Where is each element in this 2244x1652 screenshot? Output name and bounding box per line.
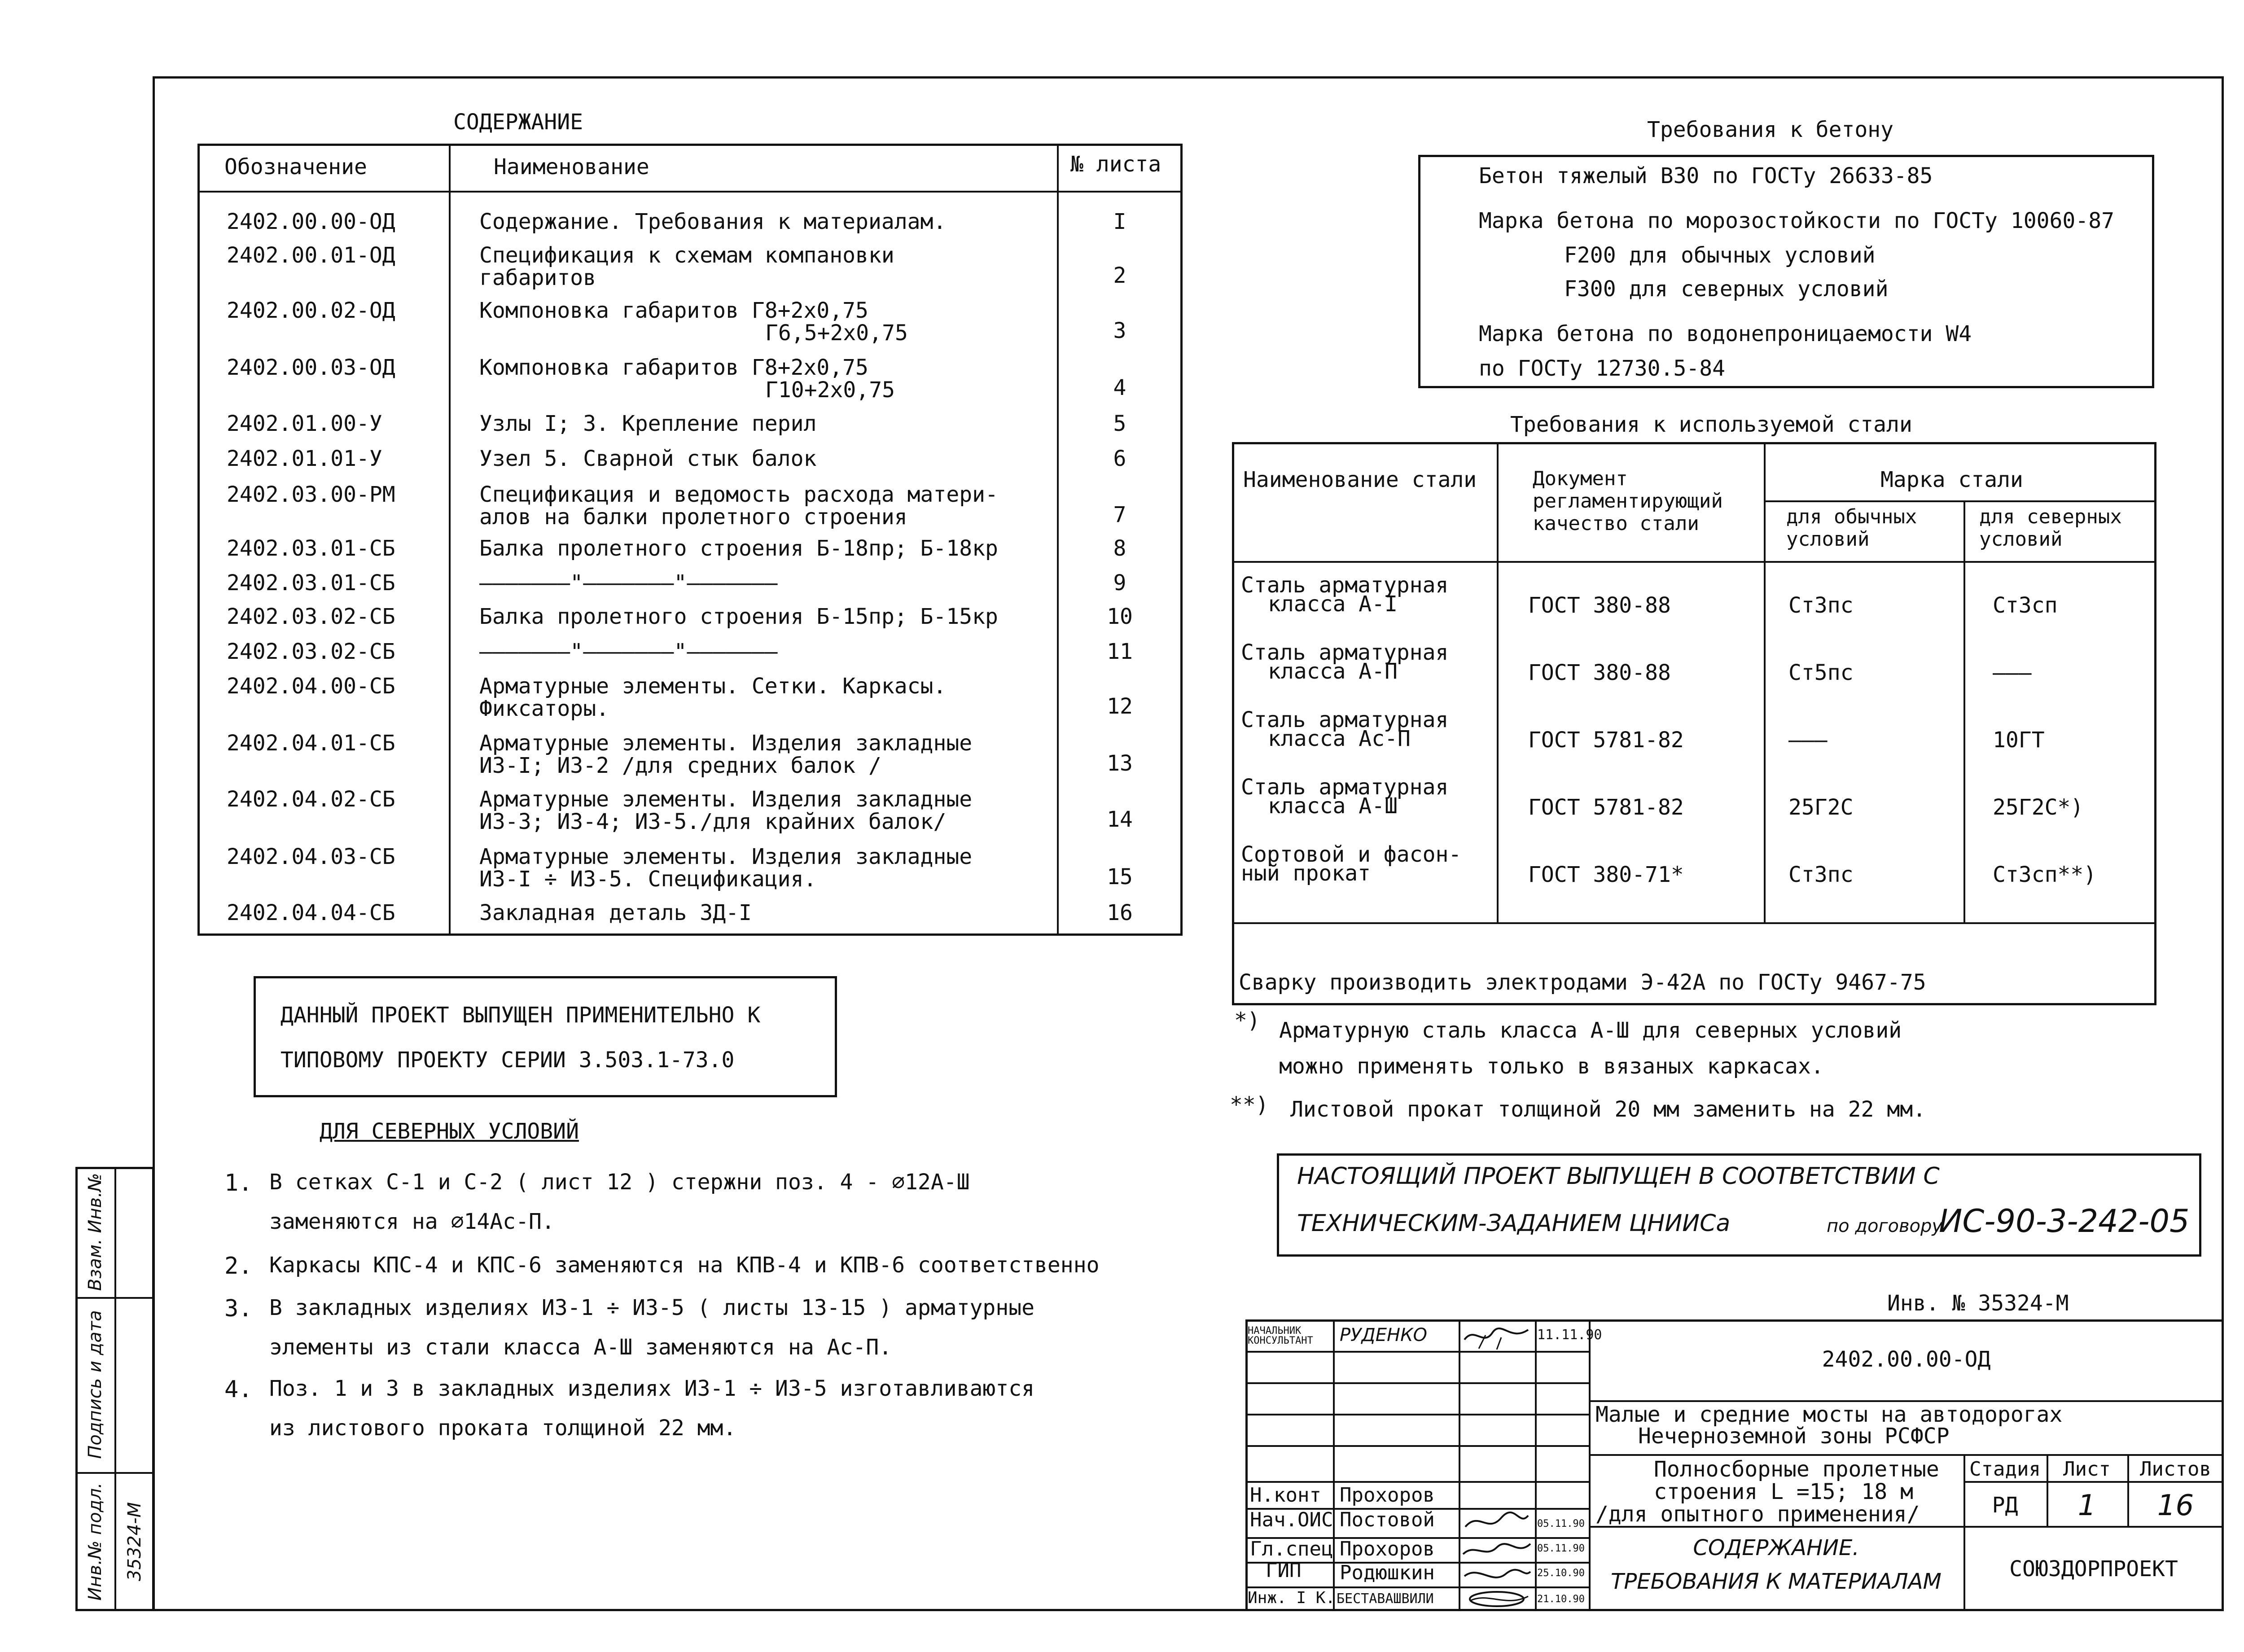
steel-row-name: Сталь арматурная (1241, 707, 1449, 732)
concrete-line-3: F300 для северных условий (1564, 276, 1889, 302)
contents-row-code: 2402.00.01-ОД (227, 243, 395, 268)
contents-row-code: 2402.01.01-У (227, 446, 382, 471)
contents-row-code: 2402.03.02-СБ (227, 604, 395, 629)
person-date-6: 05.11.90 (1537, 1543, 1585, 1554)
signature-prokhorov (1461, 1538, 1533, 1563)
contents-header-designation: Обозначение (224, 154, 367, 180)
steel-row-normal: Ст3пс (1788, 862, 1854, 887)
contents-row-code: 2402.01.00-У (227, 411, 382, 436)
contents-row-name: ИЗ-I ÷ ИЗ-5. Спецификация. (479, 867, 817, 892)
northern-item-num: 1. (224, 1170, 253, 1196)
side-inv-number: 35324-М (124, 1502, 145, 1582)
steel-header-grade: Марка стали (1880, 467, 2023, 492)
contents-row-code: 2402.04.02-СБ (227, 787, 395, 812)
steel-row-doc: ГОСТ 380-88 (1528, 593, 1671, 618)
concrete-line-1: Марка бетона по морозостойкости по ГОСТу 10060-87 (1479, 208, 2115, 233)
contents-row-sheet: 10 (1107, 604, 1133, 629)
title-block-sheet-label: Лист (2063, 1458, 2111, 1481)
steel-header-normal-1: условий (1786, 528, 1870, 551)
contents-row-name: Компоновка габаритов Г8+2х0,75 (479, 298, 868, 323)
person-name-4: Прохоров (1340, 1484, 1435, 1507)
steel-row-name: класса А-I (1268, 592, 1398, 617)
contents-row-name: алов на балки пролетного строения (479, 504, 907, 530)
handwritten-note-line2a: ТЕХНИЧЕСКИМ-ЗАДАНИЕМ ЦНИИСа (1297, 1210, 1731, 1237)
person-date-0: 11.11.90 (1537, 1327, 1602, 1343)
concrete-line-4: Марка бетона по водонепроницаемости W4 (1479, 321, 1972, 346)
northern-item-num: 4. (224, 1376, 253, 1403)
steel-row-doc: ГОСТ 380-88 (1528, 660, 1671, 685)
contents-row-sheet: I (1113, 209, 1126, 234)
steel-header-doc-0: Документ (1533, 467, 1628, 490)
signature-postovoy (1461, 1509, 1533, 1536)
steel-row-name: класса А-Ш (1268, 793, 1398, 819)
concrete-title: Требования к бетону (1647, 117, 1894, 142)
contents-row-name: Фиксаторы. (479, 696, 609, 721)
steel-header-north-1: условий (1979, 528, 2063, 551)
steel-note-1-line2: можно применять только в вязаных каркасах. (1279, 1054, 1824, 1079)
contents-row-code: 2402.03.01-СБ (227, 570, 395, 596)
steel-row-name: Сталь арматурная (1241, 775, 1449, 800)
contents-title: СОДЕРЖАНИЕ (453, 110, 583, 135)
title-block-sheet-title-1: ТРЕБОВАНИЯ К МАТЕРИАЛАМ (1611, 1569, 1942, 1594)
contents-row-sheet: 14 (1107, 807, 1133, 832)
contents-row-sheet: 16 (1107, 900, 1133, 925)
person-name-6: Прохоров (1340, 1538, 1435, 1560)
steel-row-name: Сталь арматурная (1241, 573, 1449, 598)
contents-row-sheet: 2 (1113, 263, 1126, 288)
handwritten-note-line1: НАСТОЯЩИЙ ПРОЕКТ ВЫПУЩЕН В СООТВЕТСТВИИ С (1297, 1163, 1940, 1190)
concrete-line-5: по ГОСТу 12730.5-84 (1479, 356, 1726, 381)
contents-row-name: Г10+2х0,75 (765, 377, 895, 403)
title-block-structure-1: строения L =15; 18 м (1654, 1479, 1913, 1504)
steel-row-name: класса Ас-П (1268, 726, 1411, 751)
steel-row-normal: 25Г2С (1788, 795, 1854, 820)
contents-row-code: 2402.03.00-РМ (227, 482, 395, 507)
person-role-6: Гл.спец (1250, 1538, 1333, 1560)
person-name-0: РУДЕНКО (1340, 1325, 1427, 1345)
contents-row-name: Г6,5+2х0,75 (765, 320, 908, 346)
side-label-inv-orig: Инв.№ подл. (85, 1482, 105, 1601)
title-block-sheets-label: Листов (2140, 1458, 2211, 1481)
steel-row-north: Ст3сп**) (1993, 862, 2097, 887)
steel-row-name: Сталь арматурная (1241, 640, 1449, 665)
steel-row-normal: Ст5пс (1788, 660, 1854, 685)
contents-row-code: 2402.03.02-СБ (227, 639, 395, 664)
contents-row-name: Спецификация и ведомость расхода матери- (479, 482, 998, 507)
contents-row-name: Арматурные элементы. Сетки. Каркасы. (479, 674, 947, 699)
steel-row-name: Сортовой и фасон- (1241, 842, 1462, 867)
steel-header-normal-0: для обычных (1786, 505, 1917, 528)
steel-header-doc-1: регламентирующий (1533, 490, 1723, 513)
project-note-box (254, 976, 837, 1097)
contents-row-name: Спецификация к схемам компановки (479, 243, 894, 268)
contents-row-sheet: 4 (1113, 375, 1126, 400)
steel-row-doc: ГОСТ 5781-82 (1528, 727, 1684, 753)
steel-header-north-0: для северных (1979, 505, 2122, 528)
inv-number: Инв. № 35324-М (1887, 1291, 2069, 1316)
project-note-line1: ДАННЫЙ ПРОЕКТ ВЫПУЩЕН ПРИМЕНИТЕЛЬНО К (280, 1003, 761, 1028)
concrete-box (1418, 155, 2154, 388)
northern-item-line: из листового проката толщиной 22 мм. (269, 1415, 736, 1441)
steel-row-doc: ГОСТ 5781-82 (1528, 795, 1684, 820)
steel-note-2-mark: **) (1230, 1092, 1269, 1117)
contents-header-name: Наименование (494, 154, 649, 180)
contents-row-name: ИЗ-3; ИЗ-4; ИЗ-5./для крайних балок/ (479, 809, 947, 834)
title-block-code: 2402.00.00-ОД (1822, 1347, 1991, 1372)
northern-item-line: Каркасы КПС-4 и КПС-6 заменяются на КПВ-4 и КПВ-6 соответственно (269, 1253, 1100, 1278)
contents-row-code: 2402.04.04-СБ (227, 900, 395, 925)
steel-row-north: Ст3сп (1993, 593, 2058, 618)
title-block-structure-2: /для опытного применения/ (1595, 1502, 1920, 1527)
contents-row-name: габаритов (479, 265, 596, 290)
steel-row-north: 25Г2С*) (1993, 795, 2084, 820)
signature-rodyushkin (1461, 1563, 1533, 1587)
contents-row-name: Узел 5. Сварной стык балок (479, 446, 817, 471)
northern-item-line: В сетках С-1 и С-2 ( лист 12 ) стержни поз. 4 - ∅12А-Ш (269, 1170, 970, 1195)
concrete-line-0: Бетон тяжелый В30 по ГОСТу 26633-85 (1479, 163, 1933, 188)
northern-item-line: элементы из стали класса А-Ш заменяются на Ас-П. (269, 1335, 892, 1360)
contents-row-name: Балка пролетного строения Б-15пр; Б-15кр (479, 604, 998, 629)
contents-row-name: Закладная деталь ЗД-I (479, 900, 752, 925)
contents-row-name: Арматурные элементы. Изделия закладные (479, 844, 973, 869)
title-block-stage-label: Стадия (1969, 1458, 2041, 1481)
signature-bestavashvili (1461, 1587, 1533, 1611)
person-date-5: 05.11.90 (1537, 1518, 1585, 1529)
contents-row-code: 2402.04.00-СБ (227, 674, 395, 699)
concrete-line-2: F200 для обычных условий (1564, 243, 1876, 268)
steel-note-1-line1: Арматурную сталь класса А-Ш для северных условий (1279, 1018, 1902, 1043)
person-role-7: ГИП (1266, 1559, 1302, 1582)
northern-item-line: Поз. 1 и 3 в закладных изделиях ИЗ-1 ÷ ИЗ-5 изготавливаются (269, 1376, 1035, 1401)
northern-item-line: В закладных изделиях ИЗ-1 ÷ ИЗ-5 ( листы 13-15 ) арматурные (269, 1295, 1035, 1320)
person-name-5: Постовой (1340, 1508, 1435, 1531)
steel-welding: Сварку производить электродами Э-42А по ГОСТу 9467-75 (1239, 970, 1926, 995)
contents-header-sheet: № листа (1070, 152, 1161, 177)
contents-row-name: Балка пролетного строения Б-18пр; Б-18кр (479, 536, 998, 561)
steel-row-doc: ГОСТ 380-71* (1528, 862, 1684, 887)
side-label-sign-date: Подпись и дата (85, 1310, 105, 1459)
contents-row-sheet: 13 (1107, 751, 1133, 776)
contents-row-code: 2402.04.03-СБ (227, 844, 395, 869)
person-name-8: БЕСТАВАШВИЛИ (1337, 1591, 1434, 1607)
contents-row-sheet: 3 (1113, 318, 1126, 343)
steel-title: Требования к используемой стали (1510, 412, 1912, 437)
steel-row-name: ный прокат (1241, 861, 1371, 886)
person-role-5: Нач.ОИС (1250, 1508, 1333, 1531)
steel-row-north: 10ГТ (1993, 727, 2045, 753)
contents-row-code: 2402.03.01-СБ (227, 536, 395, 561)
steel-row-normal: Ст3пс (1788, 593, 1854, 618)
title-block-sheets: 16 (2157, 1489, 2194, 1522)
title-block-stage: РД (1992, 1493, 2018, 1518)
contents-row-code: 2402.00.02-ОД (227, 298, 395, 323)
contents-row-name: Арматурные элементы. Изделия закладные (479, 731, 973, 756)
northern-item-line: заменяются на ∅14Ас-П. (269, 1209, 555, 1234)
northern-item-num: 3. (224, 1295, 253, 1322)
steel-row-north: ——— (1993, 660, 2032, 685)
person-name-7: Родюшкин (1340, 1561, 1435, 1584)
contents-row-sheet: 12 (1107, 694, 1133, 719)
project-note-line2: ТИПОВОМУ ПРОЕКТУ СЕРИИ 3.503.1-73.0 (280, 1047, 735, 1073)
contents-row-sheet: 9 (1113, 570, 1126, 596)
person-role-4: Н.конт (1250, 1484, 1321, 1507)
contents-row-sheet: 8 (1113, 536, 1126, 561)
title-block-sheet-title-0: СОДЕРЖАНИЕ. (1693, 1535, 1859, 1560)
contents-row-sheet: 15 (1107, 864, 1133, 890)
signature-rudenko (1461, 1322, 1533, 1353)
steel-note-2-line1: Листовой прокат толщиной 20 мм заменить на 22 мм. (1290, 1097, 1926, 1122)
contents-row-sheet: 6 (1113, 446, 1126, 471)
contents-row-code: 2402.00.03-ОД (227, 355, 395, 380)
steel-row-normal: ——— (1788, 727, 1828, 753)
contents-row-name: Узлы I; 3. Крепление перил (479, 411, 817, 436)
steel-header-name: Наименование стали (1243, 467, 1477, 492)
handwritten-note-line2c: ИС-90-3-242-05 (1939, 1203, 2190, 1240)
title-block-project-0: Малые и средние мосты на автодорогах (1595, 1402, 2063, 1427)
contents-row-code: 2402.00.00-ОД (227, 209, 395, 234)
contents-row-name: Содержание. Требования к материалам. (479, 209, 947, 234)
person-role-0: НАЧАЛЬНИК КОНСУЛЬТАНТ (1248, 1325, 1313, 1346)
person-role-8: Инж. I К. (1248, 1589, 1336, 1607)
contents-row-sheet: 7 (1113, 502, 1126, 527)
contents-row-sheet: 11 (1107, 639, 1133, 664)
person-date-7: 25.10.90 (1537, 1568, 1585, 1579)
contents-row-name: Компоновка габаритов Г8+2х0,75 (479, 355, 868, 380)
contents-row-sheet: 5 (1113, 411, 1126, 436)
person-date-8: 21.10.90 (1537, 1594, 1585, 1605)
contents-row-name: ИЗ-I; ИЗ-2 /для средних балок / (479, 753, 881, 778)
handwritten-note-line2b: по договору (1827, 1216, 1943, 1236)
contents-row-code: 2402.04.01-СБ (227, 731, 395, 756)
steel-row-name: класса А-П (1268, 659, 1398, 684)
title-block-org: СОЮЗДОРПРОЕКТ (2009, 1556, 2178, 1582)
title-block-structure-0: Полносборные пролетные (1654, 1457, 1939, 1482)
title-block-sheet: 1 (2077, 1489, 2096, 1522)
northern-title: ДЛЯ СЕВЕРНЫХ УСЛОВИЙ (320, 1119, 579, 1144)
contents-row-name: Арматурные элементы. Изделия закладные (479, 787, 973, 812)
northern-item-num: 2. (224, 1253, 253, 1280)
side-label-replace-inv: Взам. Инв.№ (85, 1173, 105, 1291)
steel-header-doc-2: качество стали (1533, 512, 1699, 535)
steel-note-1-mark: *) (1234, 1008, 1260, 1033)
contents-row-name: ———————"———————"——————— (479, 639, 778, 664)
contents-row-name: ———————"———————"——————— (479, 570, 778, 596)
title-block-project-1: Нечерноземной зоны РСФСР (1638, 1424, 1950, 1449)
